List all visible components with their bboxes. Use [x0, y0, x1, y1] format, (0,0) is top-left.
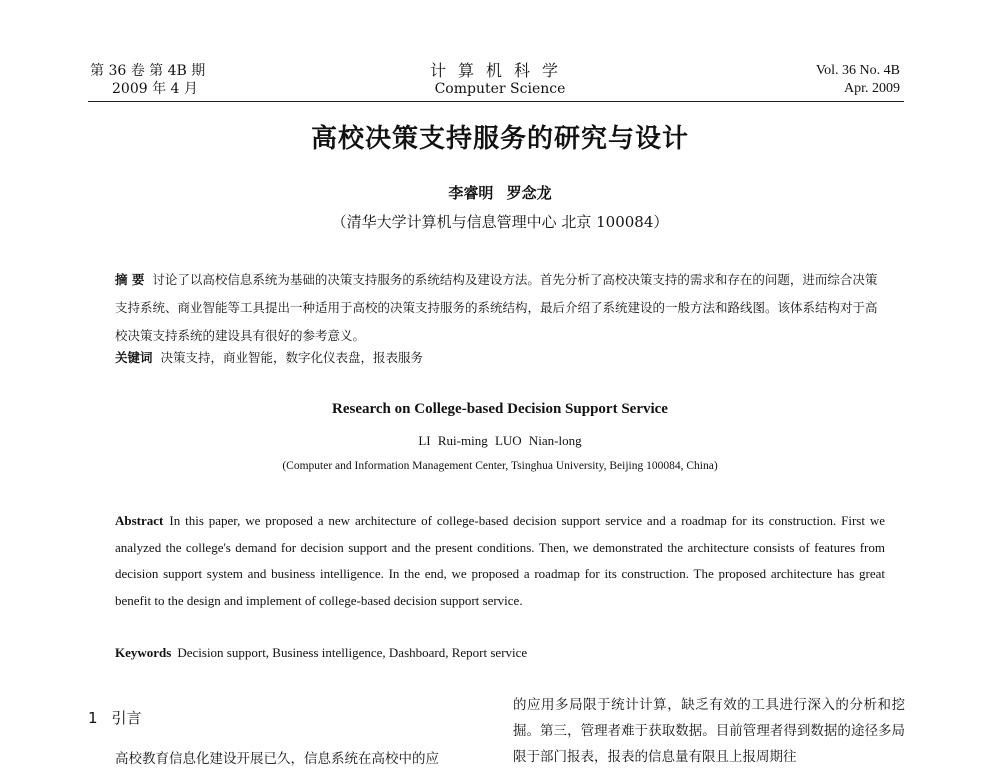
paper-authors: 李睿明 罗念龙 — [448, 184, 552, 202]
en-authors: LI Rui-ming LUO Nian-long — [418, 433, 582, 448]
header-divider — [88, 101, 904, 102]
journal-issue-info — [90, 62, 290, 98]
cn-keywords-text: 决策支持，商业智能，数字化仪表盘，报表服务 — [160, 350, 424, 365]
en-abstract-label: Abstract — [115, 513, 164, 528]
en-abstract — [115, 508, 885, 614]
paper-title: 高校决策支持服务的研究与设计 — [310, 124, 689, 154]
cn-abstract-text: 讨论了以高校信息系统为基础的决策支持服务的系统结构及建设方法。首先分析了高校决策支持的需求和存在的问题，进而综合决策支持系统、商业智能等工具提出一种适用于高校的决策支持服务的系统结构，最后介绍了系统建设的一般方法和路线图。该体系结构对于高校决策支持系统的建设具有很好的参考意义。 — [115, 272, 878, 343]
en-keywords-text: Decision support, Business intelligence, Dashboard, Report service — [177, 645, 528, 660]
journal-date-en: Apr. 2009 — [844, 81, 900, 96]
journal-date-cn: 2009 年 4 月 — [112, 81, 198, 97]
en-title: Research on College-based Decision Support Service — [332, 401, 668, 417]
journal-volume-en: Vol. 36 No. 4B — [815, 63, 900, 78]
journal-name — [380, 62, 620, 98]
cn-abstract-label: 摘 要 — [115, 272, 145, 287]
body-left-column: 高校教育信息化建设开展已久，信息系统在高校中的应 — [115, 751, 439, 767]
journal-volume: 第 36 卷 第 4B 期 — [90, 63, 206, 79]
journal-name-cn: 计算机科学 — [429, 61, 570, 80]
journal-issue-info-en — [700, 62, 900, 98]
section-heading-introduction — [88, 707, 142, 728]
cn-keywords-label: 关键词 — [115, 350, 153, 365]
en-affiliation: (Computer and Information Management Center, Tsinghua University, Beijing 100084, China) — [282, 460, 718, 472]
paper-affiliation: （清华大学计算机与信息管理中心 北京 100084） — [331, 213, 669, 231]
en-keywords — [115, 642, 885, 664]
cn-abstract — [115, 266, 885, 350]
cn-keywords — [115, 348, 885, 368]
en-keywords-label: Keywords — [115, 645, 172, 660]
en-abstract-text: In this paper, we proposed a new architecture of college-based decision support service and a roadmap for its construction. First we analyzed the college's demand for decision support and the present conditions. Then, we demonstrated the architecture consists of features from decision support system and business intelligence. In the end, we proposed a roadmap for its construction. The proposed architecture has great benefit to the design and implement of college-based decision support service. — [115, 513, 885, 608]
section-number: 1 — [88, 709, 98, 727]
journal-name-en: Computer Science — [434, 81, 566, 97]
body-right-column: 的应用多局限于统计计算，缺乏有效的工具进行深入的分析和挖掘。第三，管理者难于获取数据。目前管理者得到数据的途径多局限于部门报表，报表的信息量有限且上报周期往 — [513, 697, 905, 765]
section-title: 引言 — [111, 709, 142, 727]
